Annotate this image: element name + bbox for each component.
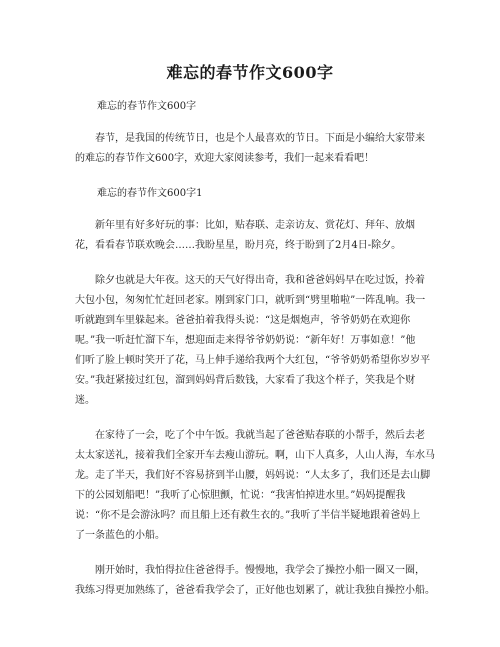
paragraph-line: 刚开始时，我怕得拉住爸爸得手。慢慢地，我学会了操控小船一圈又一圈， xyxy=(95,565,425,576)
paragraph-line: 下的公园划船吧！”我听了心惊胆颤，忙说：“我害怕掉进水里。”妈妈提醒我 xyxy=(75,490,406,501)
document-title: 难忘的春节作文600字 xyxy=(166,63,334,82)
paragraph-line: 说：“你不是会游泳吗？而且船上还有救生衣的。”我听了半信半疑地跟着爸妈上 xyxy=(75,510,421,521)
document-body xyxy=(75,97,435,616)
paragraph-line: 龙。走了半天，我们好不容易挤到半山腰，妈妈说：“人太多了，我们还是去山脚 xyxy=(75,470,431,481)
paragraph-afternoon xyxy=(75,426,435,546)
paragraph-line: 在家待了一会，吃了个中午饭。我就当起了爸爸贴春联的小帮手，然后去老 xyxy=(95,430,425,441)
section-heading: 难忘的春节作文600字1 xyxy=(97,188,203,199)
paragraph-line: 春节，是我国的传统节日，也是个人最喜欢的节日。下面是小编给大家带来 xyxy=(95,133,425,144)
document-subtitle: 难忘的春节作文600字 xyxy=(97,101,197,112)
paragraph-line: 除夕也就是大年夜。这天的天气好得出奇，我和爸爸妈妈早在吃过饭，拎着 xyxy=(95,275,425,286)
paragraph-line: 迷。 xyxy=(75,395,95,406)
paragraph-line: 呢。”我一听赶忙溜下车，想迎面走来得爷爷奶奶说：“新年好！万事如意！”他 xyxy=(75,335,416,346)
paragraph-line: 花，看看春节联欢晚会……我盼星星，盼月亮，终于盼到了2月4日-除夕。 xyxy=(75,240,402,251)
paragraph-line: 安。”我赶紧接过红包，溜到妈妈背后数钱，大家看了我这个样子，笑我是个财 xyxy=(75,375,416,386)
paragraph-boating xyxy=(75,561,435,601)
paragraph-line: 我练习得更加熟练了，爸爸看我学会了，正好他也划累了，就让我独自操控小船。 xyxy=(75,585,435,596)
paragraph-line: 太太家送礼，接着我们全家开车去瘦山游玩。啊，山下人真多，人山人海，车水马 xyxy=(75,450,435,461)
paragraph-line: 听就跑到车里躲起来。爸爸拍着我得头说：“这是烟炮声，爷爷奶奶在欢迎你 xyxy=(75,315,411,326)
paragraph-line: 的难忘的春节作文600字，欢迎大家阅读参考，我们一起来看看吧！ xyxy=(75,153,375,164)
paragraph-new-years-eve xyxy=(75,271,431,411)
paragraph-line: 了一条蓝色的小船。 xyxy=(75,530,165,541)
paragraph-line: 们听了脸上顿时笑开了花，马上伸手递给我两个大红包，“爷爷奶奶希望你岁岁平 xyxy=(75,355,431,366)
paragraph-new-year xyxy=(75,216,420,256)
paragraph-line: 大包小包，匆匆忙忙赶回老家。刚到家门口，就听到“劈里啪啦”一阵乱响。我一 xyxy=(75,295,426,306)
paragraph-line: 新年里有好多好玩的事：比如，贴春联、走亲访友、赏花灯、拜年、放烟 xyxy=(95,220,415,231)
paragraph-intro xyxy=(75,129,425,169)
